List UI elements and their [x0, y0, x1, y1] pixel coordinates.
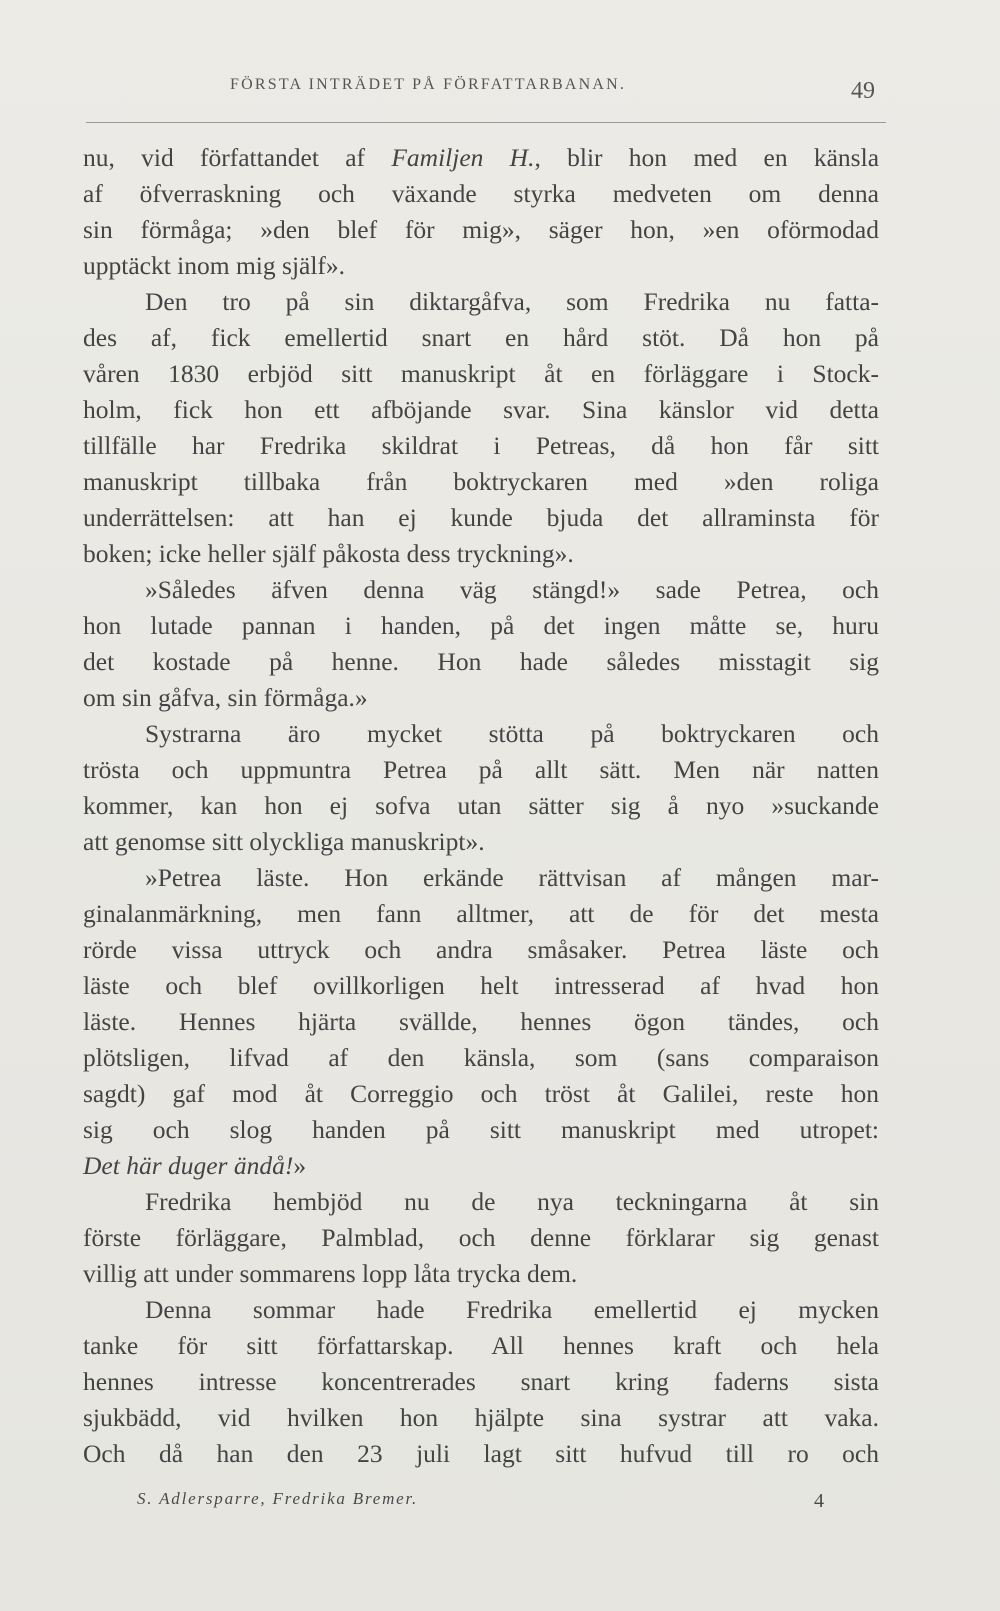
text-run: hon lutade pannan i handen, på det ingen måtte se, huru: [83, 611, 879, 640]
text-line: [83, 464, 879, 500]
text-run: tanke för sitt författarskap. All hennes kraft och hela: [83, 1331, 879, 1360]
text-run: ginalanmärkning, men fann alltmer, att de för det mesta: [83, 899, 879, 928]
text-line: [83, 1004, 879, 1040]
text-line: [83, 644, 879, 680]
text-line: [83, 320, 879, 356]
text-run: trösta och uppmuntra Petrea på allt sätt. Men när natten: [83, 755, 879, 784]
text-line: [83, 140, 879, 176]
text-line: [83, 824, 879, 860]
text-line: [83, 284, 879, 320]
text-line: [83, 896, 879, 932]
italic-run: Familjen H.: [391, 143, 535, 172]
text-run: om sin gåfva, sin förmåga.»: [83, 683, 368, 712]
text-run: sig och slog handen på sitt manuskript med utropet:: [83, 1115, 879, 1144]
text-line: [83, 932, 879, 968]
text-line: [83, 860, 879, 896]
text-line: [83, 212, 879, 248]
text-run: förste förläggare, Palmblad, och denne förklarar sig genast: [83, 1223, 879, 1252]
text-run: »Således äfven denna väg stängd!» sade Petrea, och: [145, 575, 879, 604]
text-run: hennes intresse koncentrerades snart kring faderns sista: [83, 1367, 879, 1396]
text-run: nu, vid författandet af: [83, 143, 392, 172]
text-line: [83, 968, 879, 1004]
text-run: rörde vissa uttryck och andra småsaker. Petrea läste och: [83, 935, 879, 964]
italic-run: Det här duger ändå!: [83, 1151, 294, 1180]
text-run: upptäckt inom mig själf».: [83, 251, 346, 280]
text-run: Denna sommar hade Fredrika emellertid ej mycken: [145, 1295, 879, 1324]
text-run: underrättelsen: att han ej kunde bjuda det allraminsta för: [83, 503, 879, 532]
text-run: sagdt) gaf mod åt Correggio och tröst åt Galilei, reste hon: [83, 1079, 879, 1108]
text-line: [83, 1040, 879, 1076]
text-line: [83, 356, 879, 392]
text-run: Den tro på sin diktargåfva, som Fredrika nu fatta-: [145, 287, 879, 316]
header-rule: [86, 122, 886, 123]
text-line: [83, 788, 879, 824]
text-run: »Petrea läste. Hon erkände rättvisan af mången mar-: [145, 863, 879, 892]
text-run: kommer, kan hon ej sofva utan sätter sig å nyo »suckande: [83, 791, 879, 820]
body-text: [83, 140, 879, 1472]
text-run: des af, fick emellertid snart en hård stöt. Då hon på: [83, 323, 879, 352]
page-number: 49: [851, 78, 875, 104]
text-run: af öfverraskning och växande styrka medveten om denna: [83, 179, 879, 208]
text-line: [83, 1364, 879, 1400]
text-line: [83, 392, 879, 428]
text-run: manuskript tillbaka från boktryckaren med »den roliga: [83, 467, 879, 496]
text-line: [83, 608, 879, 644]
running-title: FÖRSTA INTRÄDET PÅ FÖRFATTARBANAN.: [230, 76, 627, 93]
text-line: [83, 1148, 879, 1184]
text-run: plötsligen, lifvad af den känsla, som (sans comparaison: [83, 1043, 879, 1072]
text-line: [83, 1220, 879, 1256]
text-line: [83, 176, 879, 212]
signature-number: 4: [814, 1490, 824, 1512]
text-run: Fredrika hembjöd nu de nya teckningarna åt sin: [145, 1187, 879, 1216]
text-line: [83, 752, 879, 788]
text-run: sjukbädd, vid hvilken hon hjälpte sina systrar att vaka.: [83, 1403, 879, 1432]
text-run: läste. Hennes hjärta svällde, hennes ögon tändes, och: [83, 1007, 879, 1036]
text-run: läste och blef ovillkorligen helt intresserad af hvad hon: [83, 971, 879, 1000]
text-line: [83, 1184, 879, 1220]
text-line: [83, 536, 879, 572]
text-line: [83, 1328, 879, 1364]
text-line: [83, 428, 879, 464]
text-run: att genomse sitt olyckliga manuskript».: [83, 827, 485, 856]
text-line: [83, 1400, 879, 1436]
text-line: [83, 1256, 879, 1292]
text-line: [83, 1292, 879, 1328]
text-run: boken; icke heller själf påkosta dess tryckning».: [83, 539, 574, 568]
text-run: Systrarna äro mycket stötta på boktryckaren och: [145, 719, 879, 748]
text-run: villig att under sommarens lopp låta trycka dem.: [83, 1259, 578, 1288]
text-line: [83, 1436, 879, 1472]
text-run: våren 1830 erbjöd sitt manuskript åt en förläggare i Stock-: [83, 359, 879, 388]
text-run: , blir hon med en känsla: [534, 143, 880, 172]
text-line: [83, 1112, 879, 1148]
signature-line: S. Adlersparre, Fredrika Bremer.: [137, 1489, 419, 1508]
text-line: [83, 716, 879, 752]
text-run: sin förmåga; »den blef för mig», säger hon, »en oförmodad: [83, 215, 879, 244]
text-line: [83, 680, 879, 716]
text-line: [83, 572, 879, 608]
text-line: [83, 1076, 879, 1112]
text-run: Och då han den 23 juli lagt sitt hufvud till ro och: [83, 1439, 879, 1468]
text-run: tillfälle har Fredrika skildrat i Petreas, då hon får sitt: [83, 431, 879, 460]
text-run: holm, fick hon ett afböjande svar. Sina känslor vid detta: [83, 395, 879, 424]
text-line: [83, 248, 879, 284]
text-line: [83, 500, 879, 536]
text-run: »: [293, 1151, 307, 1180]
text-run: det kostade på henne. Hon hade således misstagit sig: [83, 647, 879, 676]
